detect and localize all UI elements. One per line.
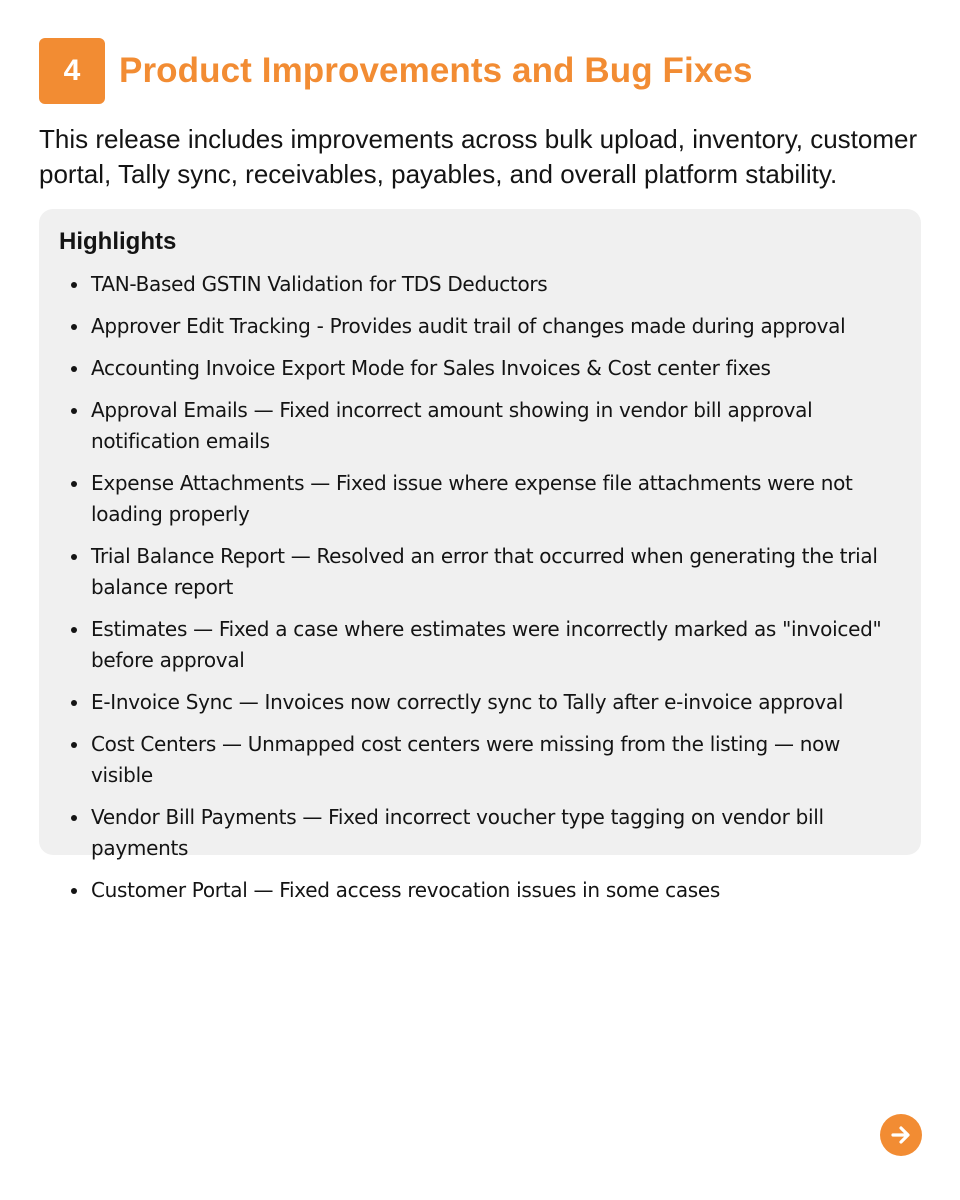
highlight-item <box>59 269 901 300</box>
highlight-item <box>59 729 901 791</box>
bullet-icon <box>71 700 77 706</box>
highlight-item <box>59 614 901 676</box>
next-page-button[interactable] <box>880 1114 922 1156</box>
highlight-text: Trial Balance Report — Resolved an error that occurred when generating the trial balance report <box>91 544 878 599</box>
highlight-item <box>59 875 901 906</box>
highlight-text: TAN-Based GSTIN Validation for TDS Deductors <box>91 272 548 296</box>
highlights-heading: Highlights <box>59 228 177 255</box>
bullet-icon <box>71 815 77 821</box>
bullet-icon <box>71 366 77 372</box>
highlight-text: E-Invoice Sync — Invoices now correctly sync to Tally after e-invoice approval <box>91 690 844 714</box>
highlights-list <box>59 269 901 906</box>
highlight-item <box>59 395 901 457</box>
bullet-icon <box>71 627 77 633</box>
highlights-panel <box>39 209 921 902</box>
highlight-text: Expense Attachments — Fixed issue where expense file attachments were not loading properly <box>91 471 853 526</box>
highlight-item <box>59 311 901 342</box>
highlight-text: Customer Portal — Fixed access revocation issues in some cases <box>91 878 721 902</box>
section-title: Product Improvements and Bug Fixes <box>119 51 753 90</box>
bullet-icon <box>71 282 77 288</box>
highlight-text: Cost Centers — Unmapped cost centers were missing from the listing — now visible <box>91 732 841 787</box>
highlight-item <box>59 353 901 384</box>
bullet-icon <box>71 554 77 560</box>
bullet-icon <box>71 742 77 748</box>
bullet-icon <box>71 481 77 487</box>
section-number-badge: 4 <box>39 38 105 104</box>
highlight-text: Accounting Invoice Export Mode for Sales Invoices & Cost center fixes <box>91 356 771 380</box>
arrow-right-circle-icon <box>889 1123 913 1147</box>
highlight-item <box>59 541 901 603</box>
highlight-item <box>59 802 901 864</box>
section-header <box>39 38 753 104</box>
highlight-text: Approval Emails — Fixed incorrect amount showing in vendor bill approval notification emails <box>91 398 813 453</box>
highlight-text: Approver Edit Tracking - Provides audit trail of changes made during approval <box>91 314 846 338</box>
intro-paragraph: This release includes improvements across bulk upload, inventory, customer portal, Tally sync, receivables, payables, and overall platform stability. <box>39 124 918 189</box>
bullet-icon <box>71 408 77 414</box>
highlight-item <box>59 687 901 718</box>
bullet-icon <box>71 324 77 330</box>
highlight-text: Vendor Bill Payments — Fixed incorrect voucher type tagging on vendor bill payments <box>91 805 824 860</box>
highlight-text: Estimates — Fixed a case where estimates were incorrectly marked as "invoiced" before approval <box>91 617 882 672</box>
bullet-icon <box>71 888 77 894</box>
highlight-item <box>59 468 901 530</box>
